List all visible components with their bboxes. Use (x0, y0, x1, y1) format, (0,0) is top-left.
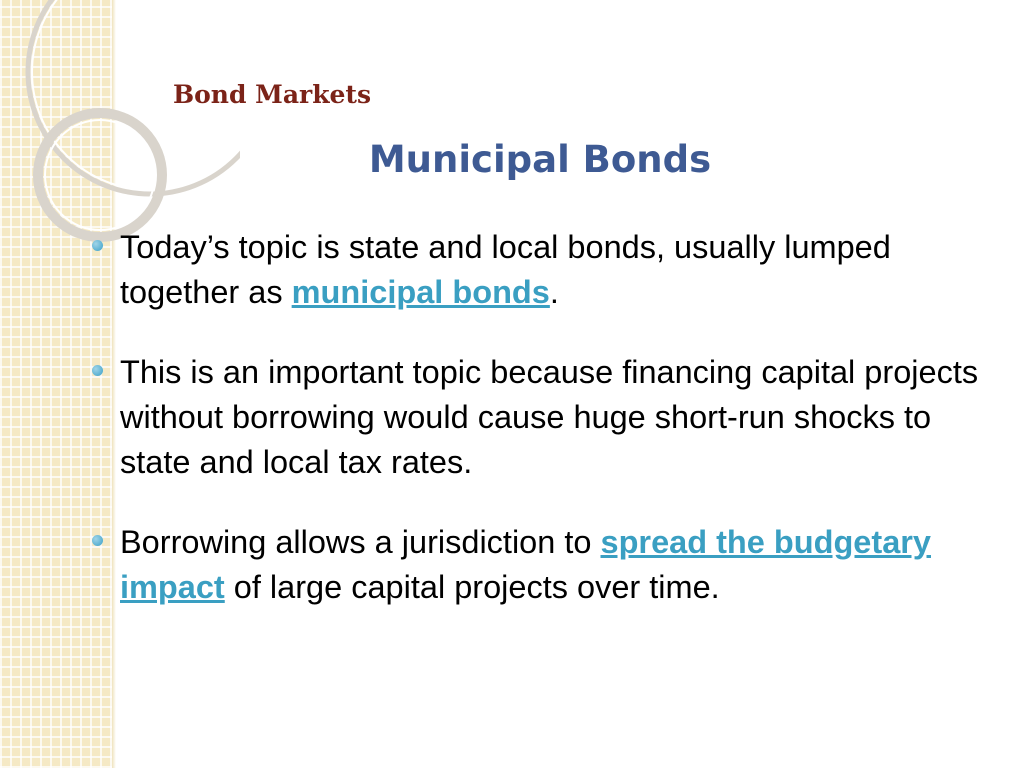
municipal-bonds-link[interactable]: municipal bonds (291, 274, 550, 310)
bullet-text-before-link: Today’s topic is state and local bonds, usually lumped together as (120, 229, 891, 310)
bullet-text-after-link: . (549, 274, 559, 310)
bullet-item (87, 225, 987, 315)
slide-title: Municipal Bonds (368, 138, 712, 181)
bullet-dot-icon (92, 240, 103, 251)
bullet-text-after-link: of large capital projects over time. (224, 569, 720, 605)
section-title: Bond Markets (173, 80, 372, 109)
decorative-circles (0, 0, 240, 260)
bullet-text: This is an important topic because financing capital projects without borrowing would cause huge short-run shocks to state and local tax rates. (120, 354, 979, 480)
bullet-dot-icon (92, 365, 103, 376)
bullet-text-before-link: Borrowing allows a jurisdiction to (120, 524, 601, 560)
bullet-list (87, 225, 987, 645)
spread-budgetary-impact-link[interactable]: spread the budgetary impact (120, 524, 931, 605)
bullet-dot-icon (92, 535, 103, 546)
bullet-item (87, 520, 987, 610)
bullet-item (87, 350, 987, 485)
